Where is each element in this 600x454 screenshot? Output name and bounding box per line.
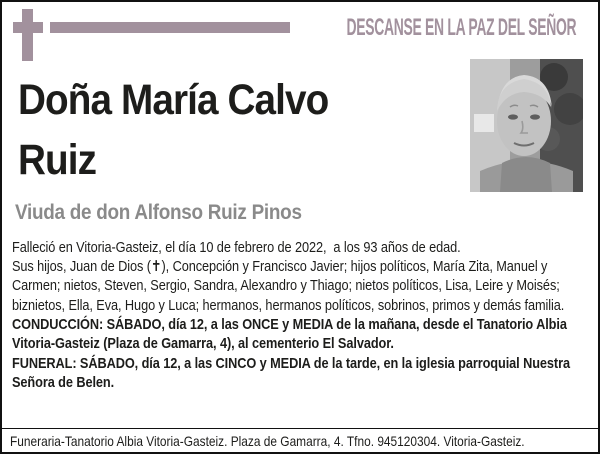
footer-separator-line bbox=[2, 428, 598, 429]
deceased-relation: Viuda de don Alfonso Ruiz Pinos bbox=[15, 201, 302, 224]
deceased-name: Doña María Calvo Ruiz bbox=[18, 76, 329, 184]
cross-vertical-bar bbox=[22, 9, 33, 61]
funeral-home-footer: Funeraria-Tanatorio Albia Vitoria-Gasteiz. Plaza de Gamarra, 4. Tfno. 945120304. Vitoria-Gasteiz. bbox=[10, 433, 525, 449]
portrait-photo bbox=[470, 59, 583, 192]
memorial-cross-icon bbox=[13, 9, 43, 61]
header-rule-bar bbox=[50, 22, 290, 33]
family-paragraph: Sus hijos, Juan de Dios (✝), Concepción y Francisco Javier; hijos políticos, María Zita, Manuel y Carmen; nietos, Steven, Sergio, Sandra, Alexandro y Thiago; nietos políticos, Lisa, Leire y Moisés; biznietos, Ella, Eva, Hugo y Luca; hermanos, hermanos políticos, sobrinos, primos y demás familia. bbox=[12, 258, 565, 314]
header-motto: DESCANSE EN LA PAZ DEL SEÑOR bbox=[346, 14, 576, 41]
funeral-paragraph: FUNERAL: SÁBADO, día 12, a las CINCO y MEDIA de la tarde, en la iglesia parroquial Nuestra Señora de Belen. bbox=[12, 354, 570, 392]
announcement-body bbox=[12, 238, 596, 393]
cross-horizontal-bar bbox=[13, 22, 43, 33]
death-notice-paragraph: Falleció en Vitoria-Gasteiz, el día 10 de febrero de 2022, a los 93 años de edad. bbox=[12, 239, 461, 256]
conduccion-paragraph: CONDUCCIÓN: SÁBADO, día 12, a las ONCE y MEDIA de la mañana, desde el Tanatorio Albia Vitoria-Gasteiz (Plaza de Gamarra, 4), al cementerio El Salvador. bbox=[12, 315, 567, 353]
